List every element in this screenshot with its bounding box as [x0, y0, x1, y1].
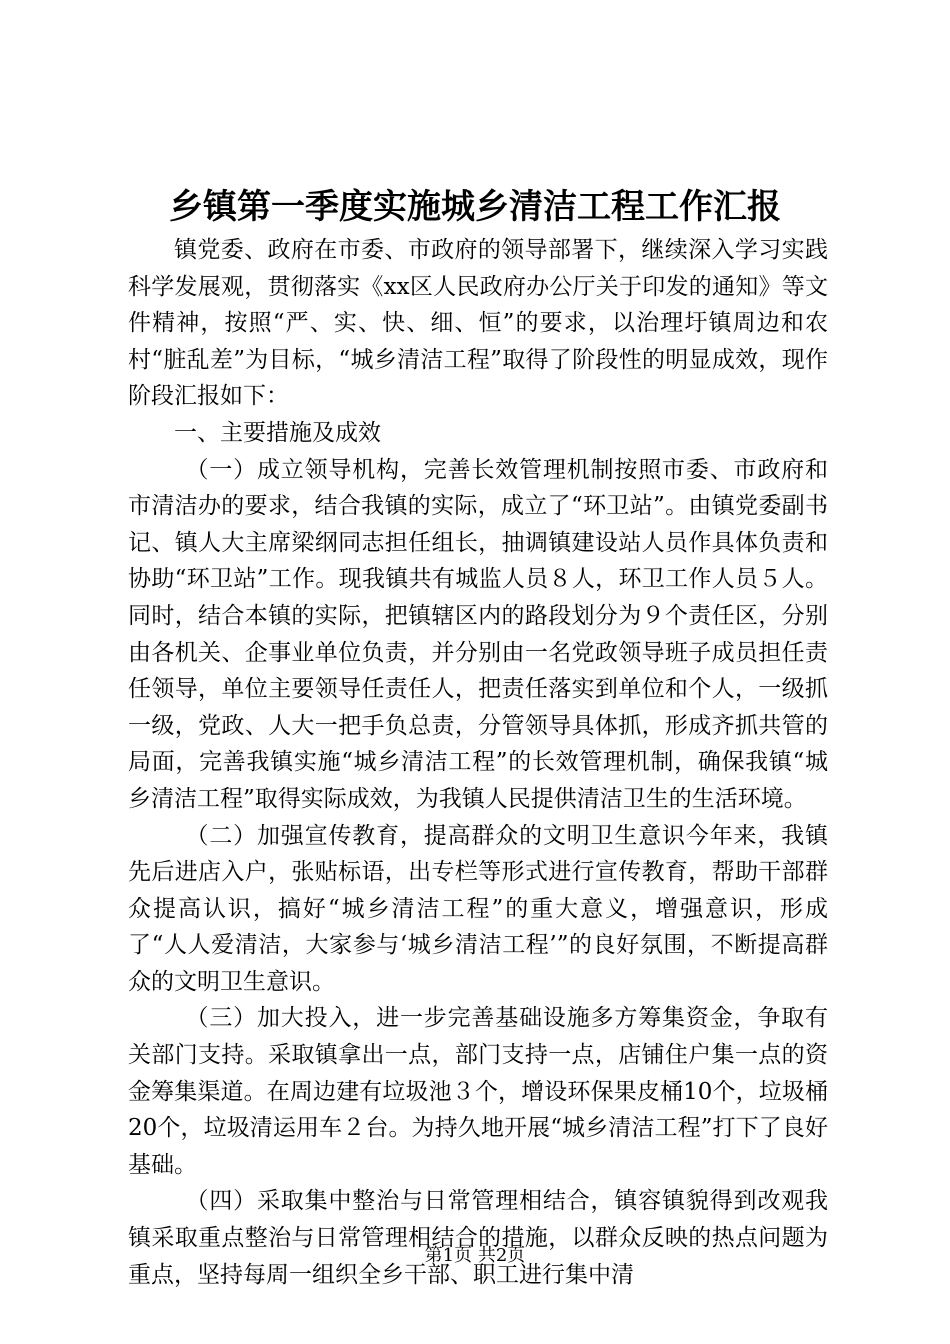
subsection-paragraph-4: （四）采取集中整治与日常管理相结合，镇容镇貌得到改观我镇采取重点整治与日常管理相结合的措施，以群众反映的热点问题为重点，坚持每周一组织全乡干部、职工进行集中清: [128, 1188, 828, 1288]
subsection-paragraph-1: （一）成立领导机构，完善长效管理机制按照市委、市政府和市清洁办的要求，结合我镇的实际，成立了“环卫站”。由镇党委副书记、镇人大主席梁纲同志担任组长，抽调镇建设站人员作具体负责和协助“环卫站”工作。现我镇共有城监人员８人，环卫工作人员５人。同时，结合本镇的实际，把镇辖区内的路段划分为９个责任区，分别由各机关、企事业单位负责，并分别由一名党政领导班子成员担任责任领导，单位主要领导任责任人，把责任落实到单位和个人，一级抓一级，党政、人大一把手负总责，分管领导具体抓，形成齐抓共管的局面，完善我镇实施“城乡清洁工程”的长效管理机制，确保我镇“城乡清洁工程”取得实际成效，为我镇人民提供清洁卫生的生活环境。: [128, 456, 828, 812]
subsection-paragraph-2: （二）加强宣传教育，提高群众的文明卫生意识今年来，我镇先后进店入户，张贴标语，出专栏等形式进行宣传教育，帮助干部群众提高认识，搞好“城乡清洁工程”的重大意义，增强意识，形成了“人人爱清洁，大家参与‘城乡清洁工程’”的良好氛围，不断提高群众的文明卫生意识。: [128, 822, 828, 995]
section-heading: 一、主要措施及成效: [174, 419, 381, 446]
page-footer: 第1页 共2页: [424, 1245, 526, 1266]
subsection-paragraph-3: （三）加大投入，进一步完善基础设施多方筹集资金，争取有关部门支持。采取镇拿出一点，部门支持一点，店铺住户集一点的资金筹集渠道。在周边建有垃圾池３个，增设环保果皮桶10个，垃圾桶20个，垃圾清运用车２台。为持久地开展“城乡清洁工程”打下了良好基础。: [128, 1005, 828, 1178]
document-body: [128, 232, 828, 1293]
intro-paragraph: 镇党委、政府在市委、市政府的领导部署下，继续深入学习实践科学发展观，贯彻落实《xx区人民政府办公厅关于印发的通知》等文件精神，按照“严、实、快、细、恒”的要求，以治理圩镇周边和农村“脏乱差”为目标，“城乡清洁工程”取得了阶段性的明显成效，现作阶段汇报如下：: [128, 237, 828, 410]
document-title: 乡镇第一季度实施城乡清洁工程工作汇报: [169, 187, 781, 227]
